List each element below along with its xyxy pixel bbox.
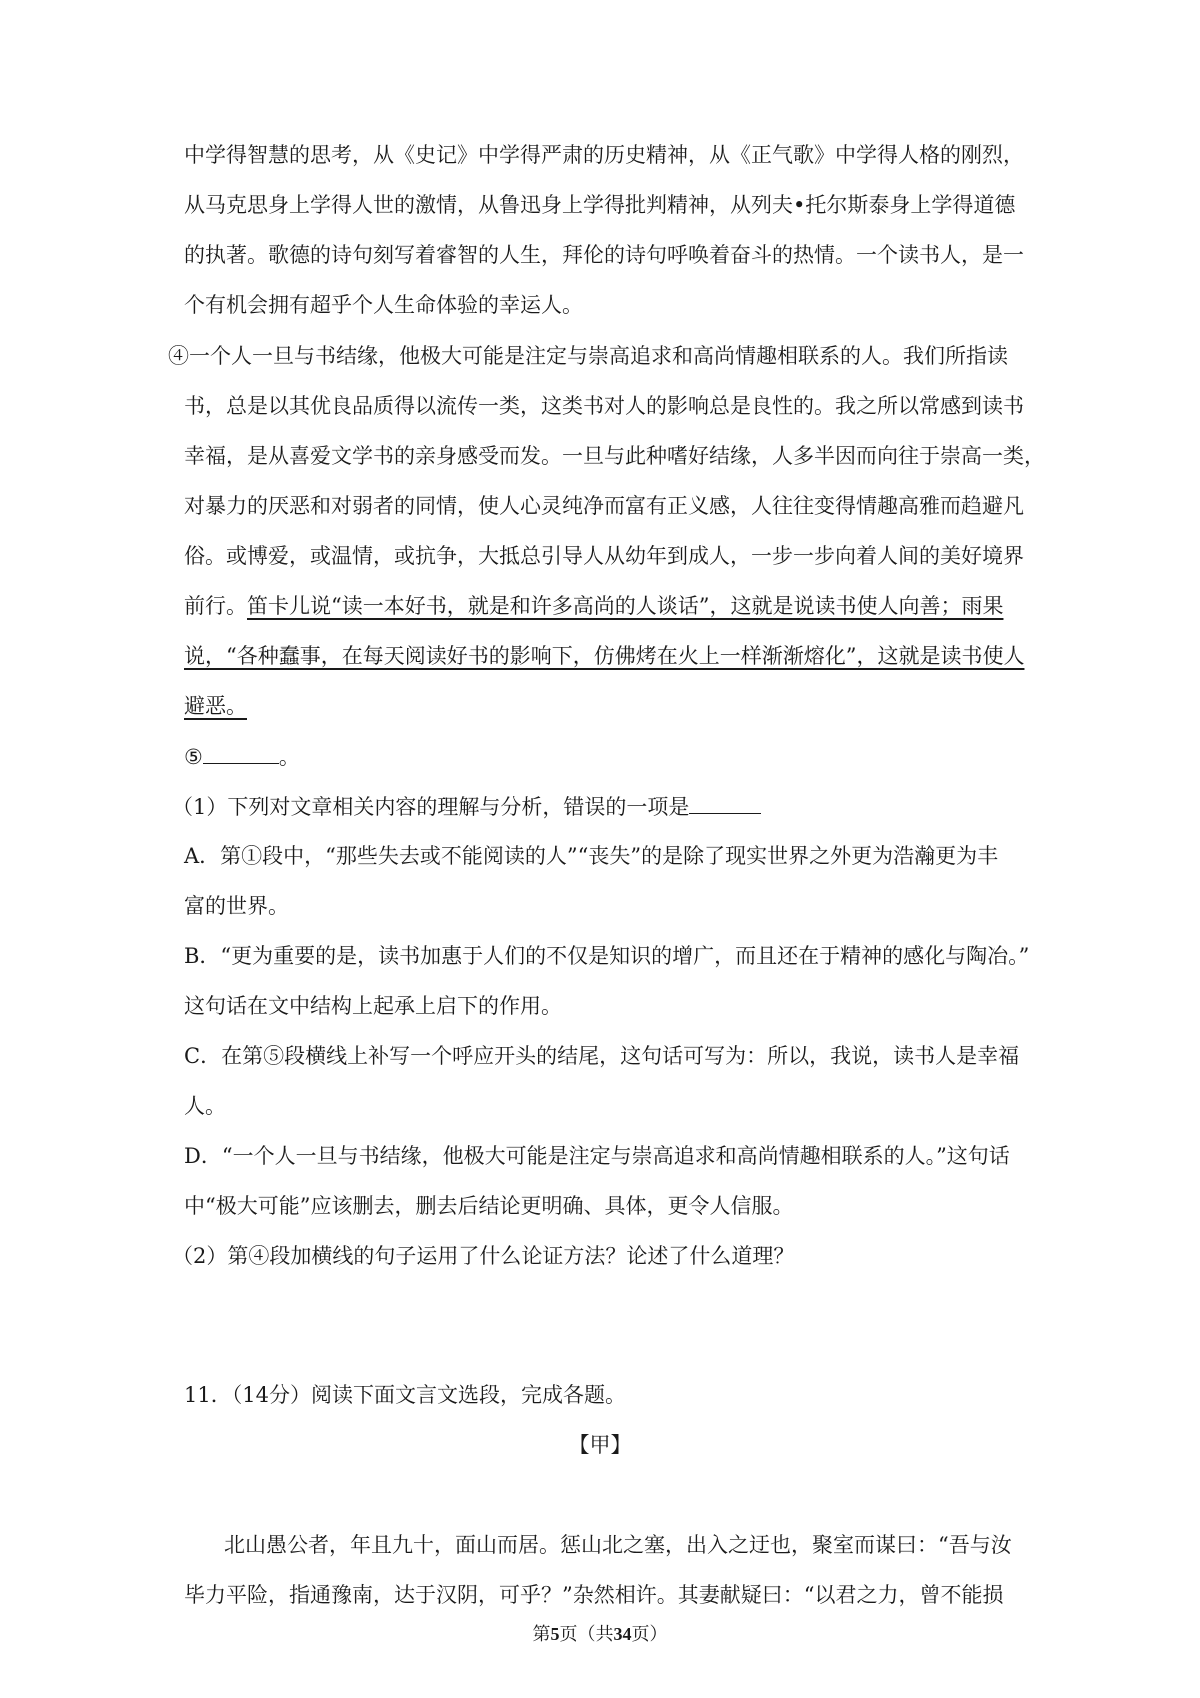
- paragraph4-plain-text: 前行。: [184, 594, 247, 618]
- underlined-sentence-part-3: 避恶。: [184, 694, 247, 718]
- question-2: （2）第④段加横线的句子运用了什么论证方法？论述了什么道理？: [172, 1244, 795, 1268]
- footer-suffix: 页）: [631, 1624, 668, 1645]
- footer-middle: 页（共: [559, 1624, 614, 1645]
- paragraph4-line-1: ④一个人一旦与书结缘，他极大可能是注定与崇高追求和高尚情趣相联系的人。我们所指读: [168, 344, 1008, 368]
- page-footer: [0, 1622, 1200, 1647]
- option-d-line-1: D．“一个人一旦与书结缘，他极大可能是注定与崇高追求和高尚情趣相联系的人。”这句话: [184, 1144, 1010, 1168]
- option-c-line-1: C．在第⑤段横线上补写一个呼应开头的结尾，这句话可写为：所以，我说，读书人是幸福: [184, 1044, 1020, 1068]
- underlined-sentence-part-1: 笛卡儿说“读一本好书，就是和许多高尚的人谈话”，这就是说读书使人向善；雨果: [247, 594, 1004, 618]
- paragraph4-line-8: [184, 691, 1024, 721]
- question-11-header: 11．（14分）阅读下面文言文选段，完成各题。: [184, 1383, 626, 1407]
- question-1: [172, 791, 1012, 822]
- paragraph3-line-3: 的执著。歌德的诗句刻写着睿智的人生，拜伦的诗句呼唤着奋斗的热情。一个读书人，是一: [184, 243, 1024, 267]
- paragraph4-line-4: 对暴力的厌恶和对弱者的同情，使人心灵纯净而富有正义感，人往往变得情趣高雅而趋避凡: [184, 494, 1024, 518]
- question-1-stem: （1）下列对文章相关内容的理解与分析，错误的一项是: [172, 795, 690, 819]
- footer-prefix: 第: [532, 1624, 551, 1645]
- paragraph3-line-4: 个有机会拥有超乎个人生命体验的幸运人。: [184, 293, 583, 317]
- paragraph4-line-2: 书，总是以其优良品质得以流传一类，这类书对人的影响总是良性的。我之所以常感到读书: [184, 394, 1024, 418]
- footer-total-pages: 34: [613, 1624, 632, 1644]
- section-title: 【甲】: [568, 1433, 632, 1457]
- paragraph3-line-2: 从马克思身上学得人世的激情，从鲁迅身上学得批判精神，从列夫•托尔斯泰身上学得道德: [184, 193, 1016, 217]
- paragraph4-line-5: 俗。或博爱，或温情，或抗争，大抵总引导人从幼年到成人，一步一步向着人间的美好境界: [184, 544, 1024, 568]
- option-a-line-1: A．第①段中，“那些失去或不能阅读的人”“丧失”的是除了现实世界之外更为浩瀚更为丰: [184, 844, 999, 868]
- question-1-answer-blank: [689, 791, 761, 814]
- classical-text-line-1: 北山愚公者，年且九十，面山而居。惩山北之塞，出入之迂也，聚室而谋曰：“吾与汝: [224, 1533, 1012, 1557]
- option-b-line-2: 这句话在文中结构上起承上启下的作用。: [184, 994, 562, 1018]
- option-b-line-1: B．“更为重要的是，读书加惠于人们的不仅是知识的增广，而且还在于精神的感化与陶冶。”: [184, 944, 1030, 968]
- option-d-line-2: 中“极大可能”应该删去，删去后结论更明确、具体，更令人信服。: [184, 1194, 794, 1218]
- paragraph5-line: [184, 741, 1024, 772]
- paragraph5-period: 。: [278, 745, 300, 769]
- underlined-sentence-part-2: 说，“各种蠢事，在每天阅读好书的影响下，仿佛烤在火上一样渐渐熔化”，这就是读书使人: [184, 644, 1025, 668]
- classical-text-line-2: 毕力平险，指通豫南，达于汉阴，可乎？”杂然相许。其妻献疑曰：“以君之力，曾不能损: [184, 1583, 1004, 1607]
- option-c-line-2: 人。: [184, 1094, 226, 1118]
- paragraph5-number: ⑤: [184, 745, 203, 769]
- footer-page-number: 5: [550, 1624, 560, 1644]
- paragraph3-line-1: 中学得智慧的思考，从《史记》中学得严肃的历史精神，从《正气歌》中学得人格的刚烈，: [184, 143, 1024, 167]
- paragraph4-line-3: 幸福，是从喜爱文学书的亲身感受而发。一旦与此种嗜好结缘，人多半因而向往于崇高一类，: [184, 444, 1045, 468]
- option-a-line-2: 富的世界。: [184, 894, 289, 918]
- paragraph4-line-7: [184, 641, 1024, 671]
- paragraph4-line-6: [184, 591, 1024, 621]
- paragraph5-blank: [203, 741, 279, 764]
